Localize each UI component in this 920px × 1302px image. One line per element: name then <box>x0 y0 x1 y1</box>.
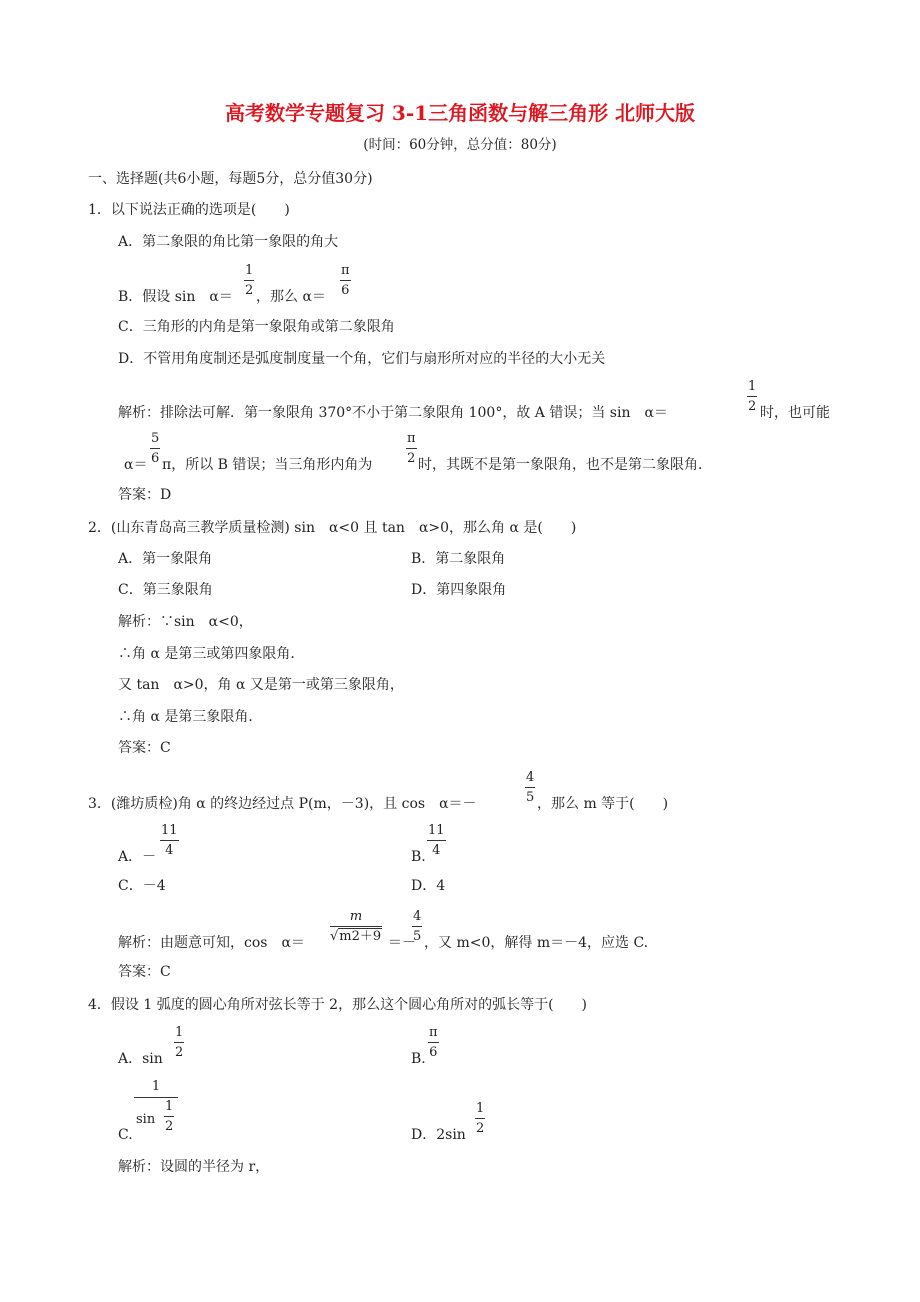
denominator: 2 <box>748 399 757 414</box>
q1-option-b-mid: ，那么 α＝ <box>256 289 326 305</box>
q2-solution-line3: 又 tan α>0，角 α 又是第一或第三象限角， <box>118 677 404 693</box>
denominator: 6 <box>151 451 160 466</box>
q3-stem-end: ，那么 m 等于( ) <box>537 796 669 812</box>
numerator: 1 <box>164 1100 174 1117</box>
q1-solution2-fraction <box>150 432 160 465</box>
page-title: 高考数学专题复习 3-1三角函数与解三角形 北师大版 <box>224 101 696 125</box>
radicand: m2＋9 <box>339 929 382 944</box>
numerator: 11 <box>160 824 179 841</box>
q4-option-b-text: B. <box>411 1051 426 1067</box>
q4-option-c-fraction <box>134 1080 178 1140</box>
numerator: π <box>406 432 417 449</box>
denominator: 2 <box>407 451 416 466</box>
q1-option-b-fraction2 <box>340 264 351 297</box>
q1-solution-line1-end: 时，也可能 <box>760 405 830 421</box>
denominator-sin: sin <box>136 1112 156 1127</box>
q1-option-b-fraction <box>244 264 254 297</box>
denominator <box>134 1098 178 1140</box>
numerator: m <box>330 910 382 927</box>
numerator: π <box>428 1026 439 1043</box>
q1-option-b-text: B．假设 sin α＝ <box>118 289 233 305</box>
denominator: 2 <box>165 1119 174 1134</box>
numerator: 1 <box>244 264 254 281</box>
q3-solution-fraction <box>330 910 382 943</box>
denominator: √m2＋9 <box>330 929 382 944</box>
q4-option-b-fraction <box>428 1026 439 1059</box>
q3-solution-fraction2 <box>412 910 422 943</box>
q4-option-a-fraction <box>174 1026 184 1059</box>
denominator: 2 <box>245 283 254 298</box>
q1-answer: 答案：D <box>118 487 172 503</box>
q2-solution-line4: ∴角 α 是第三象限角． <box>118 709 263 725</box>
q1-solution2-fraction2 <box>406 432 417 465</box>
q3-solution-mid: ＝－ <box>388 935 416 951</box>
q2-option-d: D．第四象限角 <box>411 582 507 598</box>
q3-option-b-text: B. <box>411 849 426 865</box>
numerator: π <box>340 264 351 281</box>
page-subtitle: (时间：60分钟，总分值：80分) <box>363 137 557 153</box>
q3-option-b-fraction <box>427 824 446 857</box>
denominator: 5 <box>526 790 535 805</box>
q4-option-d-text: D．2sin <box>411 1127 466 1143</box>
q3-solution-end: ，又 m<0，解得 m＝－4，应选 C. <box>424 935 649 951</box>
numerator: 11 <box>427 824 446 841</box>
q2-option-c: C．第三象限角 <box>118 582 213 598</box>
q1-solution-line2-end: 时，其既不是第一象限角，也不是第二象限角． <box>418 457 712 473</box>
numerator: 4 <box>412 910 422 927</box>
q3-option-a-fraction <box>160 824 179 857</box>
denominator-fraction <box>164 1100 174 1133</box>
denominator: 4 <box>165 843 174 858</box>
q4-solution: 解析：设圆的半径为 r， <box>118 1159 270 1175</box>
numerator: 1 <box>134 1080 178 1098</box>
q2-solution-line2: ∴角 α 是第三或第四象限角． <box>118 646 305 662</box>
numerator: 1 <box>174 1026 184 1043</box>
denominator: 4 <box>432 843 441 858</box>
q3-stem-fraction <box>525 771 535 804</box>
q1-option-c: C．三角形的内角是第一象限角或第二象限角 <box>118 319 395 335</box>
numerator: 1 <box>475 1102 485 1119</box>
denominator: 5 <box>413 929 422 944</box>
q1-stem: 1．以下说法正确的选项是( ) <box>88 202 290 218</box>
q3-solution-text: 解析：由题意可知，cos α＝ <box>118 935 305 951</box>
q3-answer: 答案：C <box>118 964 171 980</box>
q4-option-d-fraction <box>475 1102 485 1135</box>
section-heading: 一、选择题(共6小题，每题5分，总分值30分) <box>88 171 373 187</box>
q1-option-d: D．不管用角度制还是弧度制度量一个角，它们与扇形所对应的半径的大小无关 <box>118 351 606 367</box>
numerator: 5 <box>150 432 160 449</box>
q3-stem: 3．(潍坊质检)角 α 的终边经过点 P(m，－3)，且 cos α＝－ <box>88 796 477 812</box>
q1-solution-fraction <box>747 380 757 413</box>
denominator: 2 <box>175 1045 184 1060</box>
q2-option-a: A．第一象限角 <box>118 551 213 567</box>
q2-option-b: B．第二象限角 <box>411 551 506 567</box>
q4-stem: 4．假设 1 弧度的圆心角所对弦长等于 2，那么这个圆心角所对的弧长等于( ) <box>88 997 587 1013</box>
q1-solution-line1: 解析：排除法可解．第一象限角 370°不小于第二象限角 100°，故 A 错误；当 sin α＝ <box>118 405 668 421</box>
numerator: 1 <box>747 380 757 397</box>
q2-answer: 答案：C <box>118 740 171 756</box>
q2-stem: 2．(山东青岛高三教学质量检测) sin α<0 且 tan α>0，那么角 α 是( ) <box>88 520 577 536</box>
q1-solution-line2: α＝ <box>124 457 148 473</box>
q1-solution-line2-mid: π，所以 B 错误；当三角形内角为 <box>162 457 373 473</box>
q4-option-a-text: A．sin <box>118 1051 163 1067</box>
q3-option-c: C．－4 <box>118 878 166 894</box>
q1-option-a: A．第二象限的角比第一象限的角大 <box>118 234 339 250</box>
numerator: 4 <box>525 771 535 788</box>
denominator: 2 <box>476 1121 485 1136</box>
denominator: 6 <box>341 283 350 298</box>
q3-option-a-text: A．－ <box>118 849 157 865</box>
q2-solution-line1: 解析：∵sin α<0， <box>118 614 253 630</box>
denominator: 6 <box>429 1045 438 1060</box>
q4-option-c-text: C. <box>118 1127 133 1143</box>
q3-option-d: D．4 <box>411 878 446 894</box>
